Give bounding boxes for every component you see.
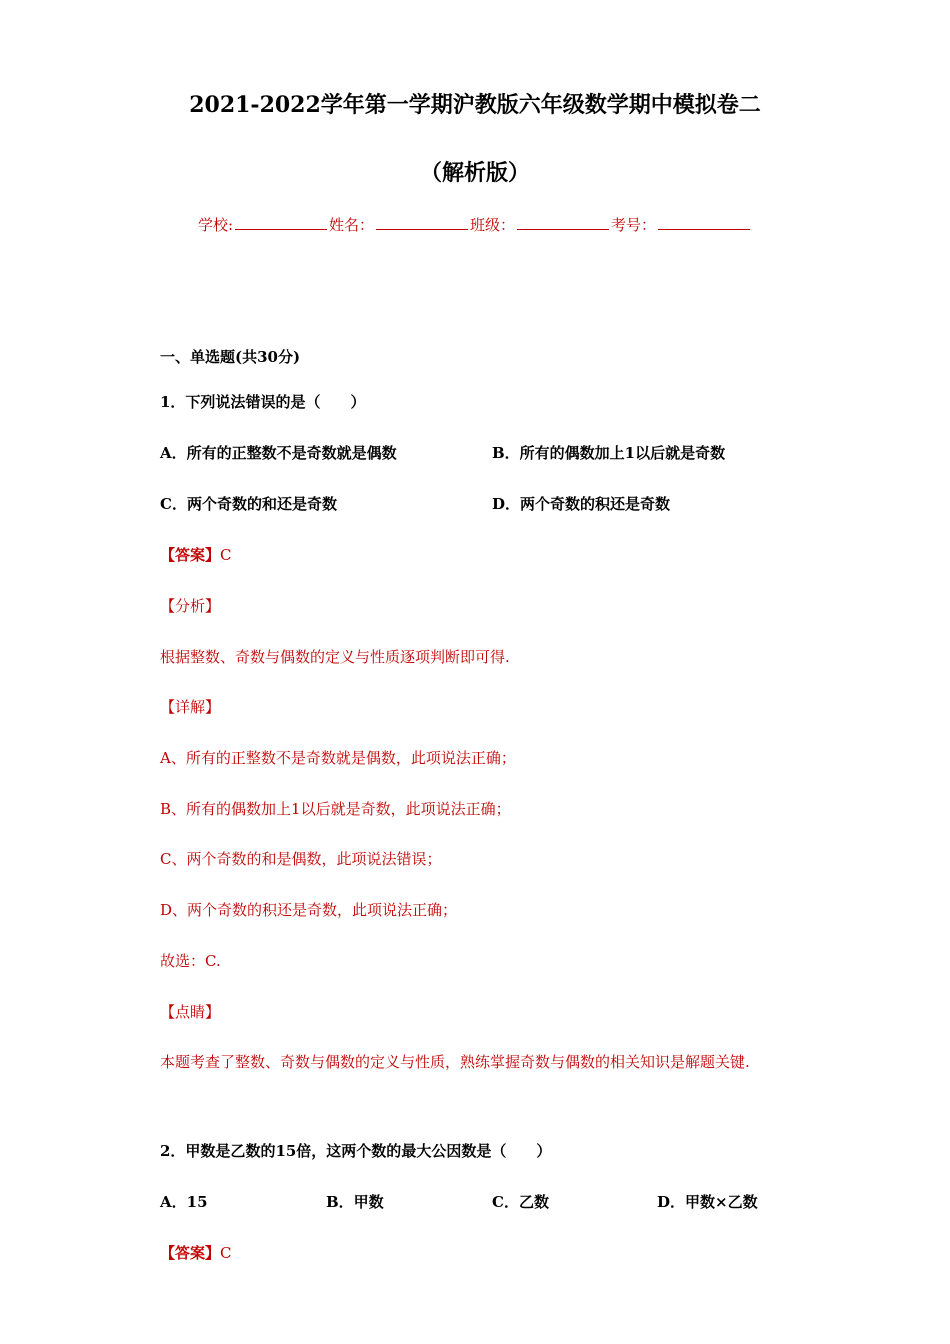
question-1-option-a: A．所有的正整数不是奇数就是偶数: [160, 444, 397, 462]
question-1-analysis: 根据整数、奇数与偶数的定义与性质逐项判断即可得.: [160, 648, 510, 666]
question-2-option-d: D．甲数×乙数: [657, 1193, 758, 1211]
question-1-option-d: D．两个奇数的积还是奇数: [492, 495, 671, 513]
exam-no-label: 考号：: [611, 216, 657, 234]
question-1-analysis-tag: 【分析】: [160, 597, 221, 615]
answer-value: C: [220, 546, 232, 564]
question-2-option-a: A．15: [160, 1193, 208, 1211]
question-2-answer: [160, 1242, 232, 1263]
question-1-option-b: B．所有的偶数加上1以后就是奇数: [492, 444, 726, 462]
question-2-option-c: C．乙数: [492, 1193, 549, 1211]
question-1-choice: 故选：C.: [160, 952, 221, 970]
class-blank[interactable]: [517, 215, 609, 230]
question-1-detail-b: B、所有的偶数加上1以后就是奇数，此项说法正确；: [160, 800, 511, 818]
document-subtitle: （解析版）: [419, 160, 530, 186]
question-1-stem: 1．下列说法错误的是（ ）: [160, 393, 366, 411]
school-blank[interactable]: [235, 215, 327, 230]
name-label: 姓名：: [329, 216, 375, 234]
answer-tag: 【答案】: [160, 546, 221, 564]
question-1-comment-tag: 【点睛】: [160, 1003, 221, 1021]
name-blank[interactable]: [376, 215, 468, 230]
class-label: 班级：: [470, 216, 516, 234]
question-2-stem: 2．甲数是乙数的15倍，这两个数的最大公因数是（ ）: [160, 1142, 552, 1160]
answer-tag: 【答案】: [160, 1244, 221, 1262]
question-1-detail-a: A、所有的正整数不是奇数就是偶数，此项说法正确；: [160, 749, 516, 767]
question-1-detail-d: D、两个奇数的积还是奇数，此项说法正确；: [160, 901, 458, 919]
question-1-option-c: C．两个奇数的和还是奇数: [160, 495, 337, 513]
answer-value: C: [220, 1244, 232, 1262]
question-1-detail-c: C、两个奇数的和是偶数，此项说法错误；: [160, 850, 442, 868]
exam-no-blank[interactable]: [658, 215, 750, 230]
section-heading: 一、单选题(共30分): [160, 348, 301, 366]
question-1-comment: 本题考查了整数、奇数与偶数的定义与性质，熟练掌握奇数与偶数的相关知识是解题关键.: [160, 1053, 750, 1071]
student-info-line: [0, 214, 950, 235]
question-1-answer: [160, 544, 232, 565]
question-2-option-b: B．甲数: [326, 1193, 384, 1211]
question-1-detail-tag: 【详解】: [160, 698, 221, 716]
document-title: 2021-2022学年第一学期沪教版六年级数学期中模拟卷二: [189, 92, 761, 118]
school-label: 学校:: [197, 216, 233, 234]
